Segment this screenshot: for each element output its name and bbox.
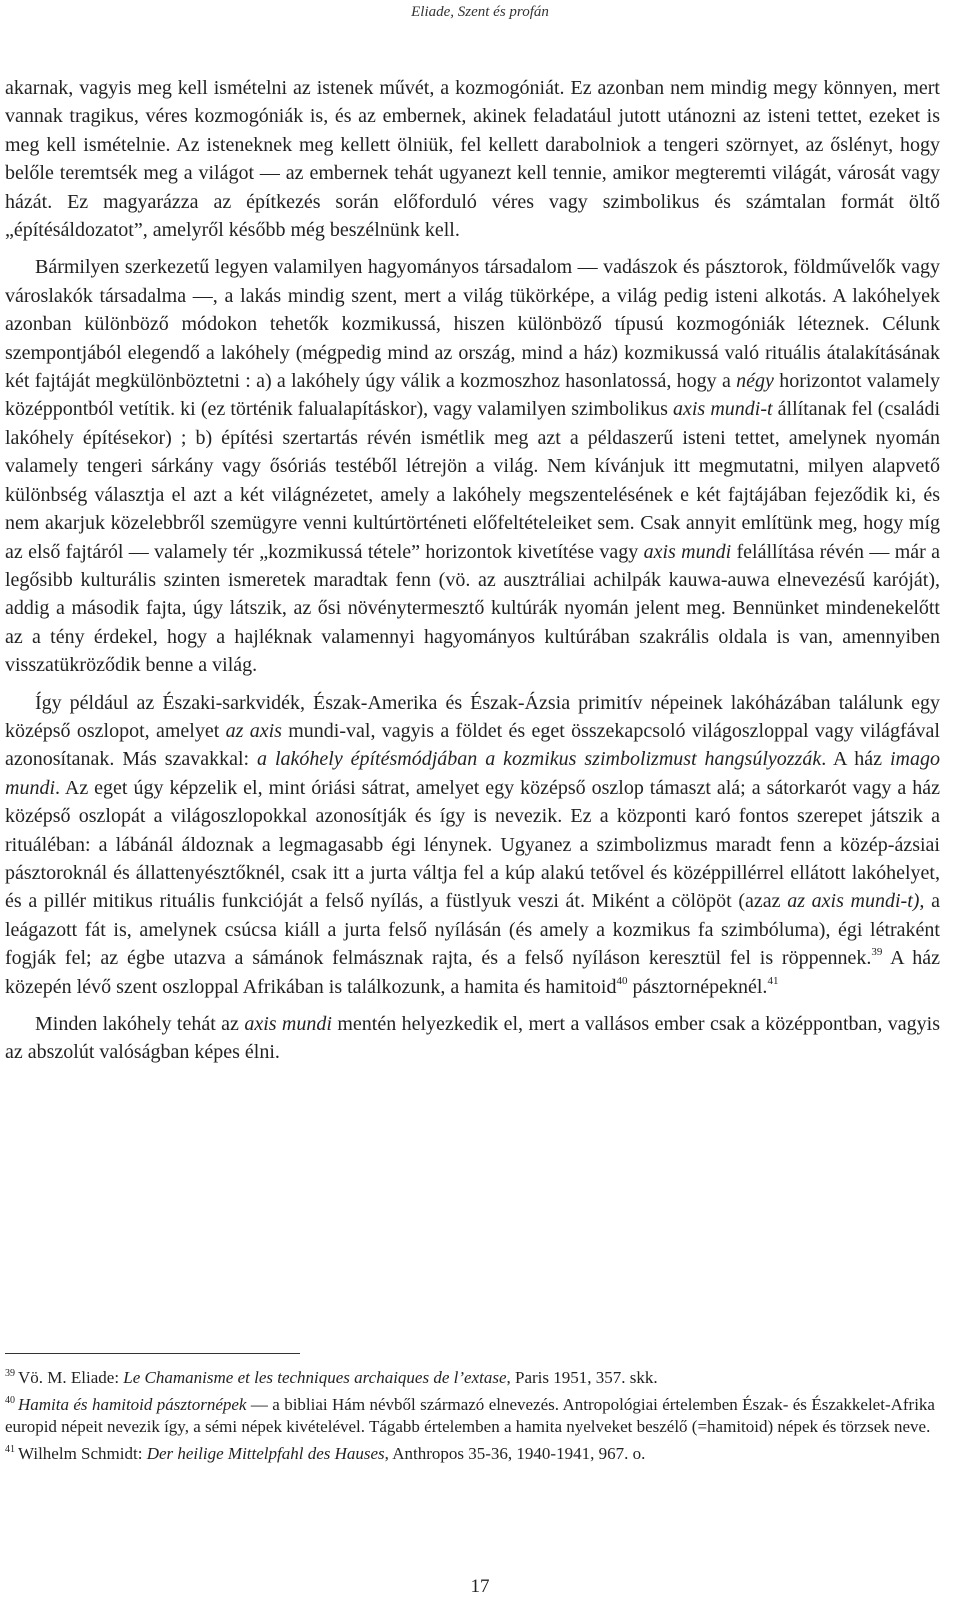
italic-run: Hamita és hamitoid pásztornépek xyxy=(18,1394,247,1414)
text-run: felállítása révén — már a legősibb kulturális szinten ismeretek maradtak fenn (vö. az ausztráliai achilpák kauwa-auwa elnevezésű karóját), addig a második fajta, úgy látszik, az ősi növénytermesztő kultúrák nyomán jelent meg. Bennünket mindenekelőtt az a tény érdekel, hogy a hajléknak valamennyi hagyományos kultúrában szakrális oldala is van, amennyiben visszatükröződik benne a világ. xyxy=(5,540,941,677)
text-run: Bármilyen szerkezetű legyen valamilyen hagyományos társadalom — vadászok és pásztorok, földművelők vagy városlakók társadalma —, a lakás mindig szent, mert a világ tükörképe, a világ pedig isteni alkotás. A lakóhelyek azonban különböző módokon tehetők kozmikussá, hiszen különböző típusú kozmogóniák léteznek. Célunk szempontjából elegendő a lakóhely (mégpedig mind az ország, mind a ház) kozmikussá való rituális átalakításának két fajtáját megkülönböztetni : a) a lakóhely úgy válik a kozmoszhoz hasonlatossá, hogy a xyxy=(5,256,940,393)
text-run: A ház közepén lévő szent oszloppal Afrikában is találkozunk, a hamita és hamitoid xyxy=(5,947,940,998)
footnote-number: 39 xyxy=(5,1368,15,1379)
text-run: a leágazott fát is, amelynek csúcsa kiáll a jurta felső nyílásán (és amely a kozmikus fa szimbóluma), égi létraként fogják fel; az égbe utazva a sámánok felmásznak rajta, és a felső nyíláson keresztül fel is röppennek. xyxy=(5,890,940,970)
footnote-41 xyxy=(5,1443,935,1466)
footnote-divider xyxy=(5,1353,300,1354)
text-run: pásztornépeknél. xyxy=(627,975,768,998)
text-run: Minden lakóhely tehát az xyxy=(35,1013,245,1035)
paragraph-1: akarnak, vagyis meg kell ismételni az istenek művét, a kozmogóniát. Ez azonban nem mindig megy könnyen, mert vannak tragikus, véres kozmogóniák is, és az embernek, akinek feladatául jutott utánozni az isteni tettet, ezeket is meg kell ismételnie. Az isteneknek meg kellett ölniük, fel kellett darabolniok a tengeri szörnyet, az őslényt, hogy belőle teremtsék meg a világot — az embernek tehát ugyanezt kell tennie, amikor megteremti világát, városát vagy házát. Ez magyarázza az építkezés során előforduló véres vagy szimbolikus és számtalan formát öltő „építésáldozatot”, amelyről később még beszélnünk kell. xyxy=(5,77,940,242)
body-text xyxy=(5,74,940,1067)
italic-run: Le Chamanisme et les techniques archaiques de l’extase xyxy=(123,1368,507,1387)
italic-run: a lakóhely építésmódjában a kozmikus szimbolizmust hangsúlyozzák xyxy=(257,748,822,771)
footnote-40 xyxy=(5,1394,935,1439)
text-run: Wilhelm Schmidt: xyxy=(18,1443,147,1463)
italic-run: Der heilige Mittelpfahl des Hauses xyxy=(146,1443,385,1463)
text-run: horizontot valamely középpontból vetítik. ki (ez történik falualapításkor), vagy valamilyen szimbolikus xyxy=(5,370,941,421)
page-number: 17 xyxy=(470,1576,490,1597)
italic-run: az axis mundi-t), xyxy=(787,890,925,913)
text-run: Vö. M. Eliade: xyxy=(18,1368,124,1387)
text-run: mentén helyezkedik el, mert a vallásos ember csak a középpontban, vagyis az abszolút valóságban képes élni. xyxy=(5,1013,941,1064)
footnote-ref-41[interactable]: 41 xyxy=(767,974,779,987)
text-run: állítanak fel (családi lakóhely építésekor) ; b) építési szertartás révén ismétlik meg azt a példaszerű isteni tettet, amelynek nyomán valamely tengeri sárkány vagy ősóriás testéből létrejön a világ. Nem kívánjuk itt megmutatni, milyen alapvető különbség választja el azt a két világnézetet, amely a lakóhely megszentelésének e két fajtájában fejeződik ki, és nem akarjuk közelebbről szemügyre venni kultúrtörténeti előfeltételeiket sem. Csak annyit említünk meg, hogy míg az első fajtáról — valamely tér „kozmikussá tétele” horizontok kivetítése vagy xyxy=(5,398,940,563)
paragraph-3 xyxy=(5,689,940,1001)
text-run: . A ház xyxy=(821,748,890,771)
footnote-ref-39[interactable]: 39 xyxy=(871,946,883,959)
italic-run: imago mundi xyxy=(5,748,940,799)
italic-run: az axis xyxy=(225,719,282,742)
running-head: Eliade, Szent és profán xyxy=(411,4,549,20)
paragraph-4 xyxy=(5,1010,940,1067)
italic-run: axis mundi xyxy=(643,540,732,563)
italic-run: axis mundi xyxy=(244,1013,332,1035)
text-run: . Az eget úgy képzelik el, mint óriási sátrat, amelyet egy középső oszlop támaszt alá; a sátorkarót vagy a ház középső oszlopát a világoszlopokkal azonosítják és így is nevezik. Ez a központi karó fontos szerepet játszik a rituáléban: a lábánál áldoznak a legmagasabb égi lénynek. Ugyanez a szimbolizmus maradt fenn a közép-ázsiai pásztoroknál és állattenyésztőknél, csak itt a jurta váltja fel a kúp alakú tetővel és középpillérrel ellátott lakóhelyet, és a pillér mitikus rituális funkcióját a felső nyílás, a füstlyuk veszi át. Miként a cölöpöt (azaz xyxy=(5,776,940,913)
footnote-number: 41 xyxy=(5,1443,15,1455)
footnote-39 xyxy=(5,1367,935,1390)
paragraph-2 xyxy=(5,253,940,679)
text-run: mundi-val, vagyis a földet és eget összekapcsoló világoszloppal vagy világfával azonosítanak. Más szavakkal: xyxy=(5,719,940,771)
text-run: , Paris 1951, 357. skk. xyxy=(506,1368,658,1387)
text-run: — a bibliai Hám névből származó elnevezés. Antropológiai értelemben Észak- és Északkelet-Afrika europid népeit nevezik így, a sémi népek kivételével. Tágabb értelemben a hamita nyelveket beszélő (=hamitoid) népek és törzsek neve. xyxy=(5,1394,935,1436)
text-run: Így például az Északi-sarkvidék, Észak-Amerika és Észak-Ázsia primitív népeinek lakóházában találunk egy középső oszlopot, amelyet xyxy=(5,691,940,742)
text-run: , Anthropos 35-36, 1940-1941, 967. o. xyxy=(384,1443,646,1463)
italic-run: négy xyxy=(736,370,774,393)
footnotes xyxy=(5,1367,935,1469)
footnote-ref-40[interactable]: 40 xyxy=(616,974,628,987)
italic-run: axis mundi-t xyxy=(673,398,773,421)
footnote-number: 40 xyxy=(5,1394,15,1406)
